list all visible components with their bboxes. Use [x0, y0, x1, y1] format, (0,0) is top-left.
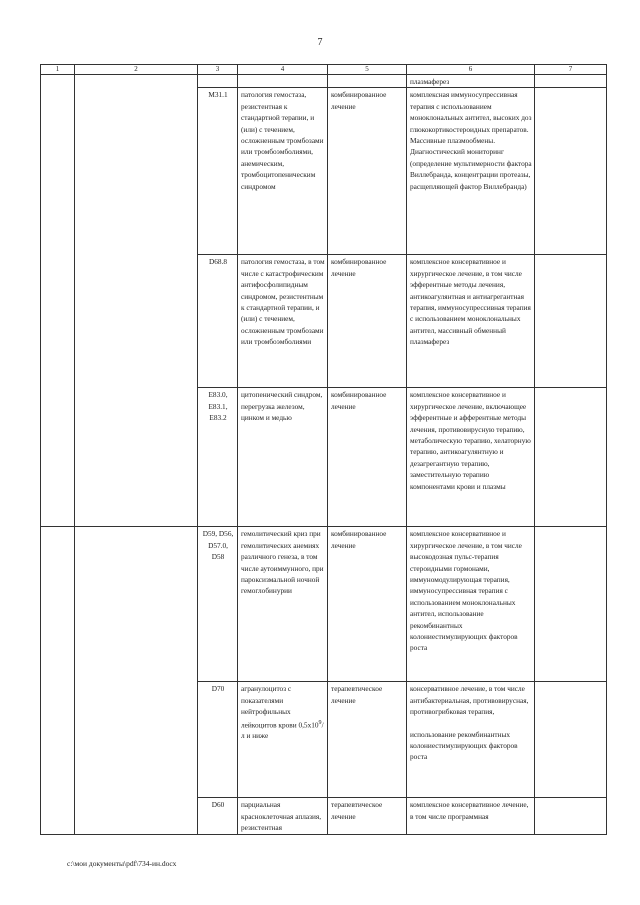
cell-col7: [535, 682, 607, 798]
method-text: использование рекомбинантных колониестимулирующих факторов роста: [410, 729, 518, 762]
cell-treatment-type: терапевтическое лечение: [328, 682, 407, 798]
cell-col7: [535, 88, 607, 255]
table-row: [41, 75, 607, 88]
cell-col7: [535, 527, 607, 682]
cell-code: M31.1: [198, 88, 238, 255]
cell-col7: [535, 798, 607, 834]
column-header: 7: [535, 65, 607, 75]
cell-diagnosis: [238, 75, 328, 88]
diagnosis-exponent: 9: [318, 719, 322, 726]
cell-method: комплексная иммуносупрессивная терапия с использованием моноклональных антител, высоких доз глюкокортикостероидных препаратов. Массивные плазмообмены. Диагностический мониторинг (определение мультимерности фактора Виллебранда, концентрации протеазы, расщепляющей фактор Виллебранда): [407, 88, 535, 255]
cell-method: комплексное консервативное и хирургическое лечение, включающее эфферентные и афферентные методы лечения, противовирусную терапию, метаболическую терапию, хелаторную терапию, антикоагулянтную и дезагрегантную терапию, заместительную терапию компонентами крови и плазмы: [407, 388, 535, 527]
column-header: 6: [407, 65, 535, 75]
cell-code: D60: [198, 798, 238, 834]
cell-code: [198, 75, 238, 88]
cell-method: комплексное консервативное лечение, в том числе программная: [407, 798, 535, 834]
cell-treatment-type: терапевтическое лечение: [328, 798, 407, 834]
diagnosis-text: агранулоцитоз с показателями нейтрофильных лейкоцитов крови 0,5x10: [241, 684, 319, 730]
cell-diagnosis: [238, 682, 328, 798]
cell-diagnosis: патология гемостаза, в том числе с катастрофическим антифосфолипидным синдромом, резистентным к стандартной терапии, и (или) с течением, осложненным тромбозами или тромбоэмболиями: [238, 255, 328, 388]
cell-col1: [41, 527, 75, 834]
footer-file-path: c:\мои документы\pdf\734-ин.docx: [67, 859, 177, 868]
table-row: [41, 527, 607, 682]
cell-diagnosis: патология гемостаза, резистентная к стандартной терапии, и (или) с течением, осложненным тромбозами или тромбоэмболиями, анемическим, тромбоцитопеническим синдромом: [238, 88, 328, 255]
cell-diagnosis: цитопенический синдром, перегрузка железом, цинком и медью: [238, 388, 328, 527]
cell-treatment-type: [328, 75, 407, 88]
cell-code: D68.8: [198, 255, 238, 388]
cell-method: комплексное консервативное и хирургическое лечение, в том числе высокодозная пульс-терапия стероидными гормонами, иммуномодулирующая терапия, иммуносупрессивная терапия с использованием моноклональных антител, использование рекомбинантных колониестимулирующих факторов роста: [407, 527, 535, 682]
cell-diagnosis: гемолитический криз при гемолитических анемиях различного генеза, в том числе аутоиммунного, при пароксизмальной ночной гемоглобинурии: [238, 527, 328, 682]
cell-treatment-type: комбинированное лечение: [328, 255, 407, 388]
column-number-row: [41, 65, 607, 75]
cell-col7: [535, 75, 607, 88]
cell-code: D70: [198, 682, 238, 798]
cell-treatment-type: комбинированное лечение: [328, 88, 407, 255]
cell-col7: [535, 388, 607, 527]
page-number: 7: [317, 37, 323, 48]
column-header: 3: [198, 65, 238, 75]
cell-method: плазмаферез: [407, 75, 535, 88]
cell-method: комплексное консервативное и хирургическое лечение, в том числе эфферентные методы лечения, антикоагулянтная и антиагрегантная терапия, иммуносупрессивная терапия с использованием моноклональных антител, массивный обменный плазмаферез: [407, 255, 535, 388]
cell-treatment-type: комбинированное лечение: [328, 527, 407, 682]
cell-code: D59, D56, D57.0, D58: [198, 527, 238, 682]
cell-col2: [75, 527, 198, 834]
column-header: 5: [328, 65, 407, 75]
cell-col2: [75, 75, 198, 527]
document-table: [40, 64, 607, 835]
column-header: 4: [238, 65, 328, 75]
cell-col1: [41, 75, 75, 527]
cell-treatment-type: комбинированное лечение: [328, 388, 407, 527]
cell-code: E83.0, E83.1, E83.2: [198, 388, 238, 527]
column-header: 1: [41, 65, 75, 75]
cell-method: [407, 682, 535, 798]
cell-diagnosis: парциальная красноклеточная аплазия, резистентная: [238, 798, 328, 834]
cell-col7: [535, 255, 607, 388]
method-text: консервативное лечение, в том числе антибактериальная, противовирусная, противогрибковая терапия,: [410, 684, 529, 717]
column-header: 2: [75, 65, 198, 75]
diagnosis-tail: /л и ниже: [241, 720, 324, 741]
